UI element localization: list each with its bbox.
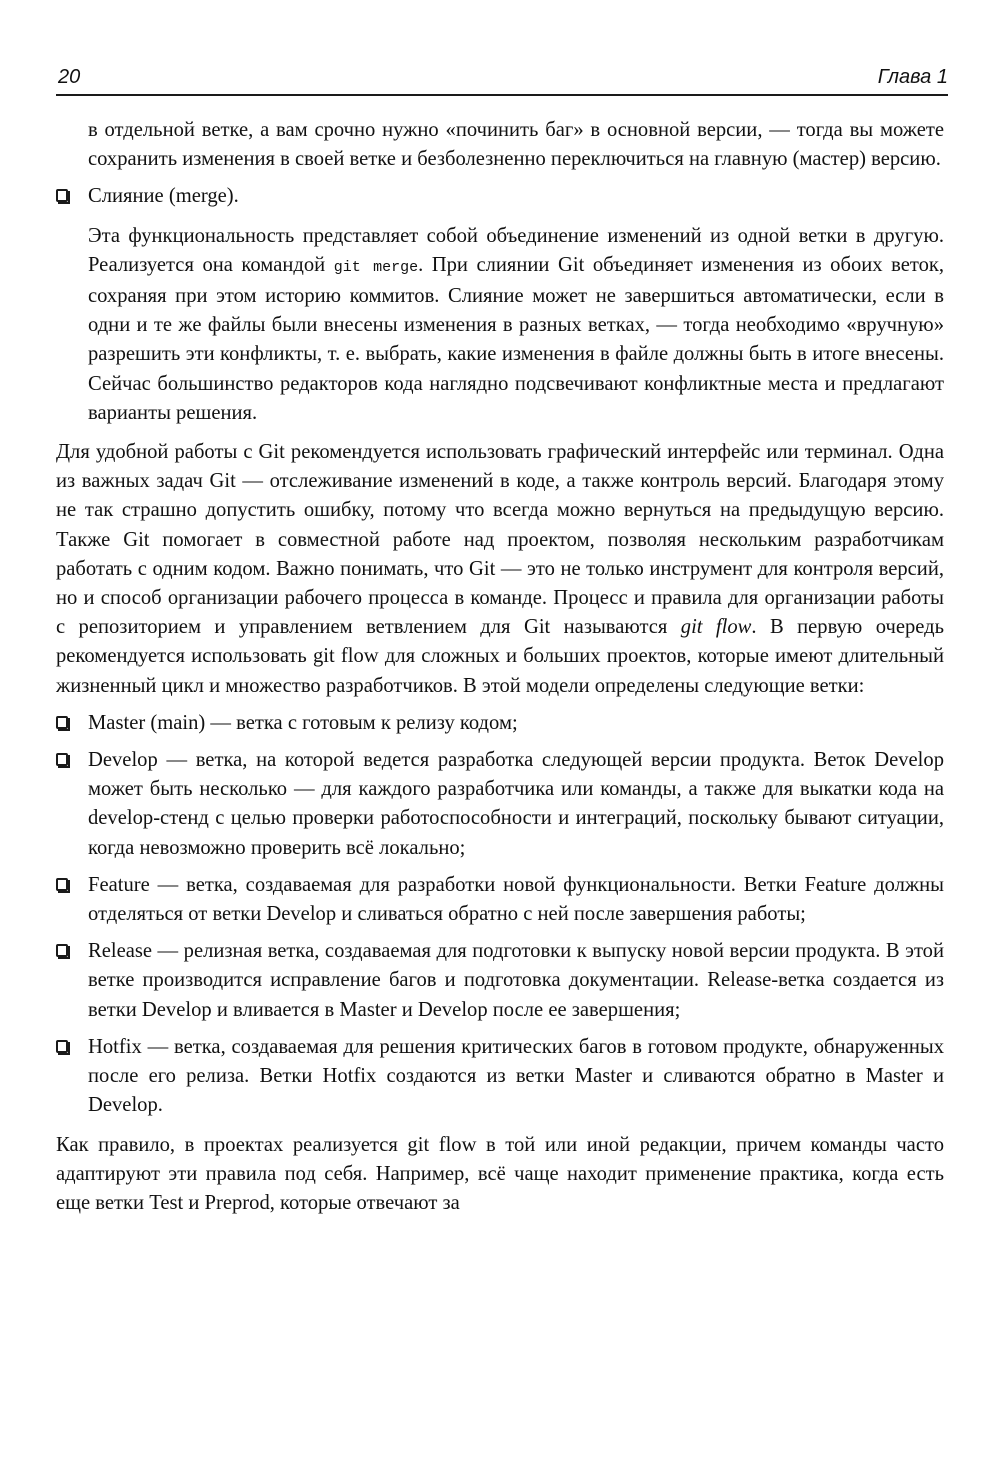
- running-header: [56, 64, 948, 96]
- checkbox-bullet-icon: [56, 189, 68, 202]
- list-item-release: [56, 937, 944, 1025]
- page-body: [56, 116, 944, 1218]
- list-item-merge: [56, 182, 944, 211]
- git-flow-paragraph: [56, 438, 944, 701]
- merge-title: Слияние (merge).: [88, 185, 239, 208]
- branch-description: Hotfix — ветка, создаваемая для решения критических багов в готовом продукте, обнаруженных после его релиза. Ветки Hotfix создаются из ветки Master и сливаются обратно в Master и Develop.: [88, 1035, 944, 1117]
- continued-list-text: в отдельной ветке, а вам срочно нужно «починить баг» в основной версии, — тогда вы можете сохранить изменения в своей ветке и безболезненно переключиться на главную (мастер) версию.: [88, 119, 944, 171]
- list-item-develop: [56, 746, 944, 863]
- branch-description: Feature — ветка, создаваемая для разработки новой функциональности. Ветки Feature должны отделяться от ветки Develop и сливаться обратно с ней после завершения работы;: [88, 873, 944, 926]
- branch-description: Develop — ветка, на которой ведется разработка следующей версии продукта. Веток Develop может быть несколько — для каждого разработчика или команды, а также для выкатки кода на develop-стенд с целью проверки работоспособности и интеграций, поскольку бывают ситуации, когда невозможно проверить всё локально;: [88, 749, 944, 859]
- list-item-hotfix: [56, 1033, 944, 1121]
- page-number: 20: [58, 66, 81, 88]
- checkbox-bullet-icon: [56, 716, 68, 729]
- branch-description: Release — релизная ветка, создаваемая для подготовки к выпуску новой версии продукта. В этой ветке производится исправление багов и подготовка документации. Release-ветка создается из ветки Develop и вливается в Master и Develop после ее завершения;: [88, 940, 944, 1021]
- paragraph-text-part-1: Для удобной работы с Git рекомендуется использовать графический интерфейс или терминал. Одна из важных задач Git — отслеживание изменений в коде, а также контроль версий. Благодаря этому не так страшно допустить ошибку, потому что всегда можно вернуться на предыдущую версию. Также Git помогает в совместной работе над проектом, позволяя нескольким разработчикам работать с одним кодом. Важно понимать, что Git — это не только инструмент для контроля версий, но и способ организации рабочего процесса в команде. Процесс и правила для организации работы с репозиторием и управлением ветвлением для Git называются: [56, 441, 944, 639]
- chapter-title: Глава 1: [877, 66, 948, 88]
- checkbox-bullet-icon: [56, 1040, 68, 1053]
- merge-text-part-1: Эта функциональность представляет собой объединение изменений из одной ветки в другую. Реализуется она командой: [88, 224, 944, 276]
- list-item-master: [56, 709, 944, 738]
- checkbox-bullet-icon: [56, 878, 68, 891]
- branch-description: Master (main) — ветка с готовым к релизу кодом;: [88, 711, 518, 734]
- list-item-feature: [56, 871, 944, 929]
- git-flow-term: git flow: [680, 616, 752, 639]
- checkbox-bullet-icon: [56, 944, 68, 957]
- checkbox-bullet-icon: [56, 753, 68, 766]
- paragraph-text-part-2: . В первую очередь рекомендуется использовать git flow для сложных и больших проектов, которые имеют длительный жизненный цикл и множество разработчиков. В этой модели определены следующие ветки:: [56, 616, 944, 697]
- closing-paragraph: Как правило, в проектах реализуется git flow в той или иной редакции, причем команды часто адаптируют эти правила под себя. Например, всё чаще находит применение практика, когда есть еще ветки Test и Preprod, которые отвечают за: [56, 1133, 944, 1214]
- inline-code-git-merge: git merge: [333, 258, 419, 276]
- merge-description: [56, 222, 944, 428]
- merge-text-part-2: . При слиянии Git объединяет изменения из обоих веток, сохраняя при этом историю коммитов. Слияние может не завершиться автоматически, если в одни и те же файлы были внесены изменения в разных ветках, — тогда необходимо «вручную» разрешить эти конфликты, т. е. выбрать, какие изменения в файле должны быть в итоге внесены. Сейчас большинство редакторов кода наглядно подсвечивают конфликтные места и предлагают варианты решения.: [88, 253, 945, 424]
